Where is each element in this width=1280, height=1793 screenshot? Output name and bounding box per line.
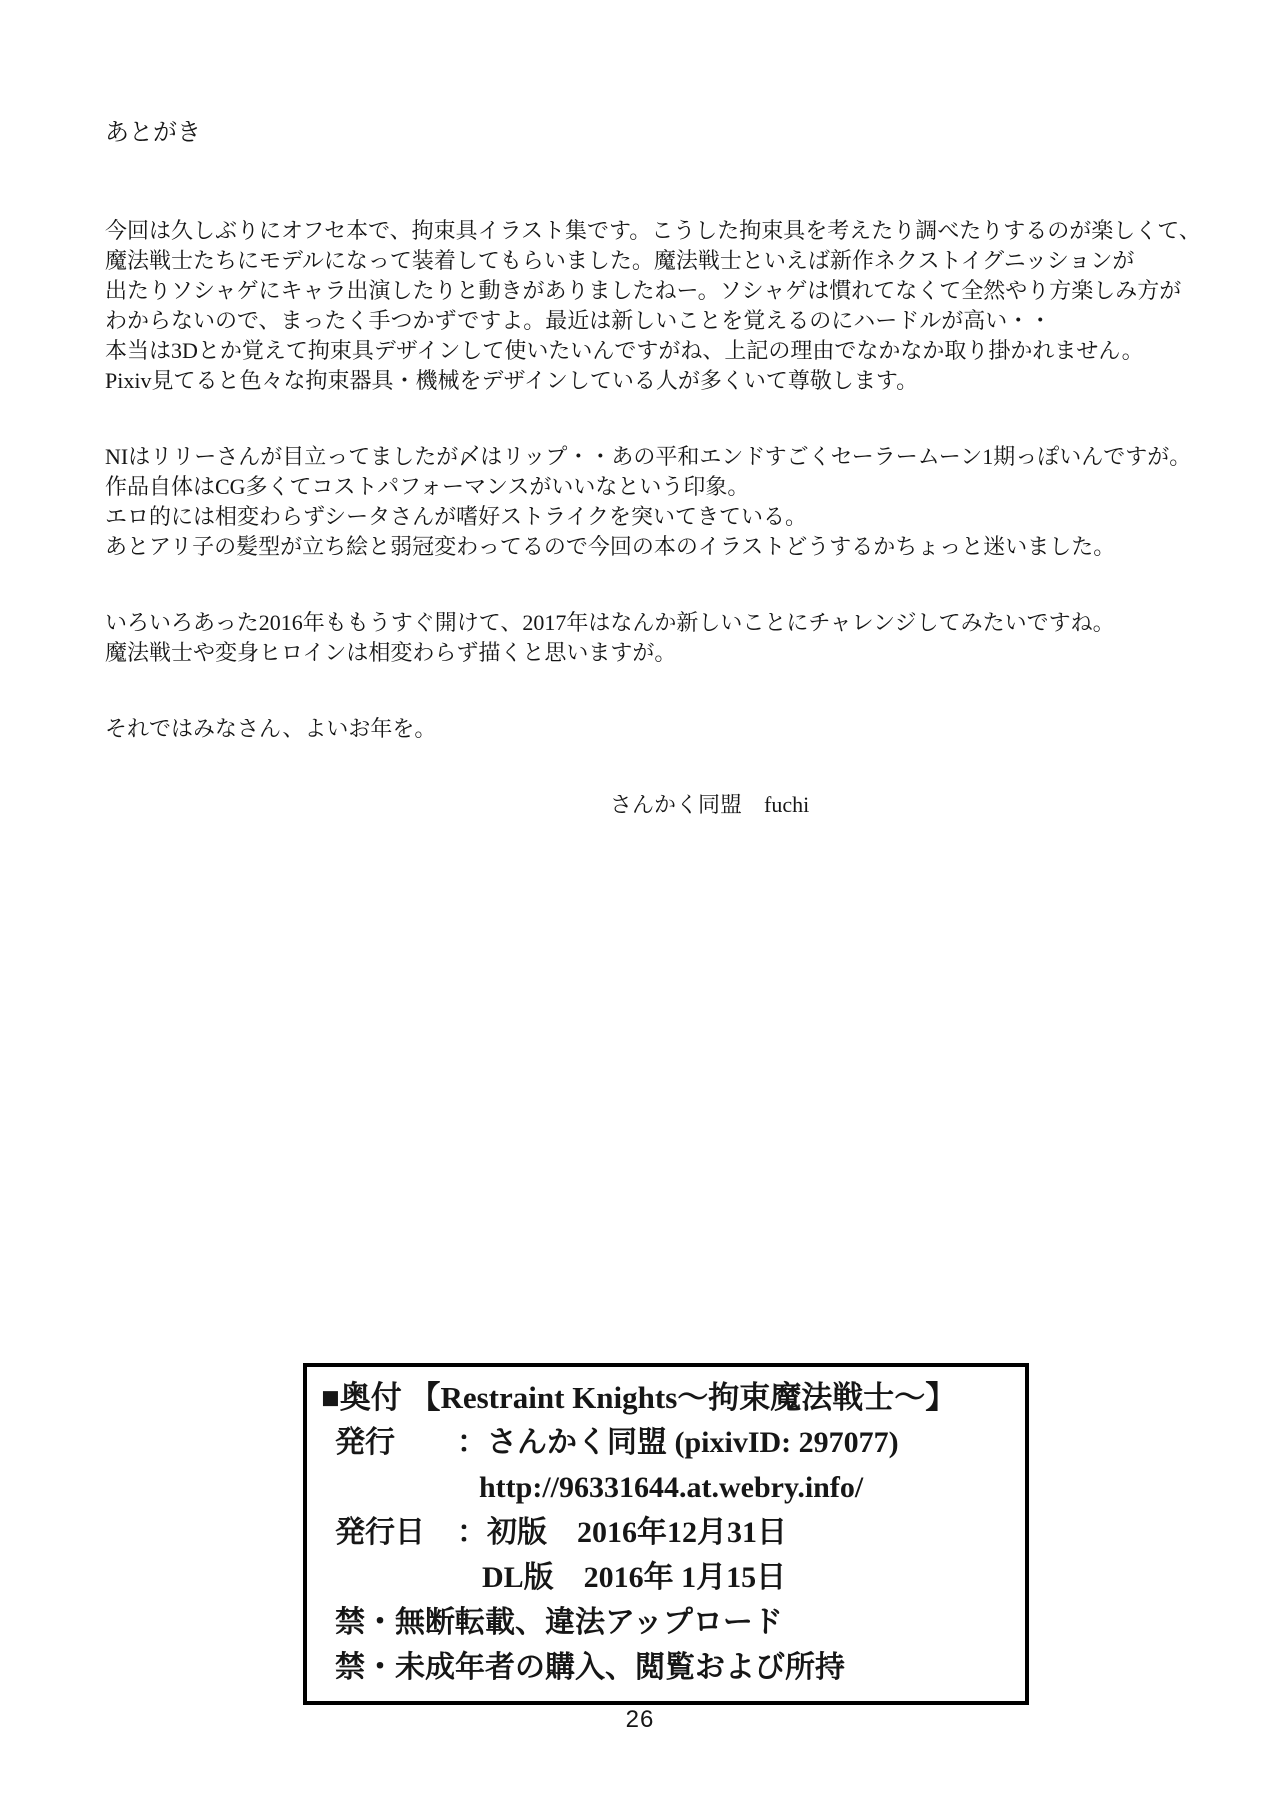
afterword-line: わからないので、まったく手つかずですよ。最近は新しいことを覚えるのにハードルが高い・・: [105, 308, 1052, 333]
colophon-box: [303, 1363, 1029, 1705]
afterword-line: いろいろあった2016年ももうすぐ開けて、2017年はなんか新しいことにチャレンジしてみたいですね。: [105, 610, 1115, 635]
publisher-label: 発行: [335, 1426, 395, 1459]
afterword-line: あとアリ子の髪型が立ち絵と弱冠変わってるので今回の本のイラストどうするかちょっと迷いました。: [105, 534, 1116, 559]
afterword-line: NIはリリーさんが目立ってましたが〆はリップ・・あの平和エンドすごくセーラームーン1期っぽいんですが。: [105, 444, 1192, 469]
colophon-ban-minors: 禁・未成年者の購入、閲覧および所持: [335, 1651, 845, 1684]
issue-first-edition: ：初版 2016年12月31日: [457, 1516, 787, 1549]
author-signature: さんかく同盟 fuchi: [610, 792, 810, 817]
afterword-line: 本当は3Dとか覚えて拘束具デザインして使いたいんですがね、上記の理由でなかなか取り掛かれません。: [105, 338, 1144, 363]
afterword-paragraph-4: [105, 714, 1205, 744]
afterword-line: エロ的には相変わらずシータさんが嗜好ストライクを突いてきている。: [105, 504, 808, 529]
afterword-body: [105, 118, 1205, 820]
colophon-publisher-row: [307, 1420, 1025, 1465]
afterword-line: 魔法戦士たちにモデルになって装着してもらいました。魔法戦士といえば新作ネクストイグニッションが: [105, 248, 1135, 273]
colophon-dl-edition: DL版 2016年 1月15日: [482, 1561, 787, 1594]
afterword-line: Pixiv見てると色々な拘束器具・機械をデザインしている人が多くいて尊敬します。: [105, 368, 919, 393]
afterword-line: それではみなさん、よいお年を。: [105, 716, 437, 741]
colophon-ban-reprint: 禁・無断転載、違法アップロード: [335, 1606, 783, 1639]
afterword-line: 魔法戦士や変身ヒロインは相変わらず描くと思いますが。: [105, 640, 677, 665]
page-title: あとがき: [105, 120, 201, 146]
afterword-line: 今回は久しぶりにオフセ本で、拘束具イラスト集です。こうした拘束具を考えたり調べたりするのが楽しくて、: [105, 218, 1201, 243]
colophon-url: http://96331644.at.webry.info/: [479, 1471, 864, 1504]
afterword-line: 出たりソシャゲにキャラ出演したりと動きがありましたねー。ソシャゲは慣れてなくて全然やり方楽しみ方が: [105, 278, 1182, 303]
afterword-paragraph-3: [105, 608, 1205, 668]
colophon-title: ■奥付 【Restraint Knights～拘束魔法戦士～】: [321, 1380, 957, 1415]
afterword-paragraph-2: [105, 442, 1205, 562]
afterword-line: 作品自体はCG多くてコストパフォーマンスがいいなという印象。: [105, 474, 750, 499]
issue-date-label: 発行日: [335, 1516, 425, 1549]
colophon-issue-row: [307, 1510, 1025, 1555]
publisher-value: ：さんかく同盟 (pixivID: 297077): [457, 1426, 899, 1459]
page-number: 26: [625, 1706, 655, 1733]
afterword-paragraph-1: [105, 216, 1205, 396]
